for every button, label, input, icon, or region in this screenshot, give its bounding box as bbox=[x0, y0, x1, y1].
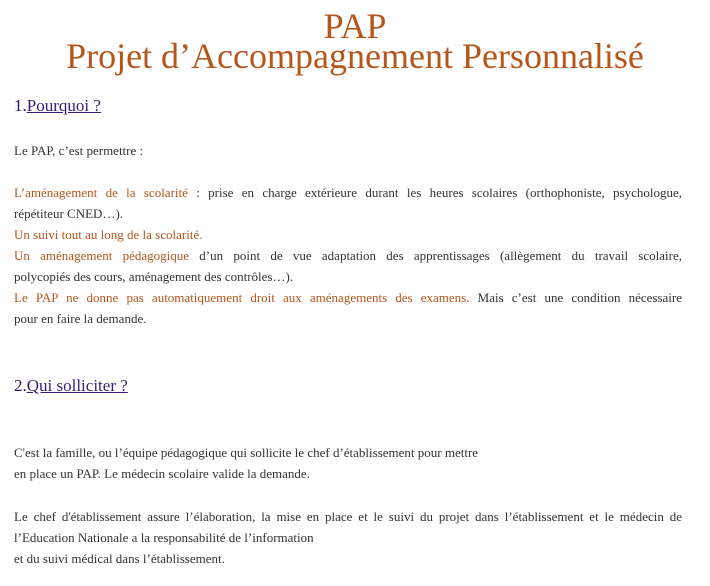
pourquoi-link[interactable]: Pourquoi ? bbox=[26, 96, 101, 115]
s2-p2-line3: et du suivi médical dans l’établissement. bbox=[14, 551, 225, 566]
item1-line2: répétiteur CNED…). bbox=[14, 206, 124, 221]
item4-line2: pour en faire la demande. bbox=[14, 311, 147, 326]
intro-text bbox=[14, 140, 682, 161]
page-title-short: PAP bbox=[323, 6, 387, 46]
item3-highlight: Un aménagement pédagogique bbox=[14, 248, 190, 263]
section-number: 1. bbox=[14, 96, 27, 115]
section-number: 2. bbox=[14, 376, 27, 395]
qui-solliciter-link[interactable]: Qui solliciter ? bbox=[26, 376, 128, 395]
intro-line: Le PAP, c’est permettre : bbox=[14, 143, 144, 158]
item4-text: . Mais c’est une condition nécessaire bbox=[466, 290, 683, 305]
section-heading-qui-solliciter bbox=[14, 376, 128, 396]
item1-text: : prise en charge extérieure durant les heures scolaires (orthophoniste, psychologue, bbox=[187, 185, 682, 200]
item3-line1 bbox=[14, 245, 682, 266]
item3-text: d’un point de vue adaptation des apprentissages (allègement du travail scolaire, bbox=[189, 248, 682, 263]
item2-highlight: Un suivi tout au long de la scolarité. bbox=[14, 227, 203, 242]
s2-p2-line1: Le chef d'établissement assure l’élaboration, la mise en place et le suivi du projet dans l’établissement et le médecin de bbox=[14, 509, 682, 524]
section2-paragraph2 bbox=[14, 506, 682, 569]
item3-line2: polycopiés des cours, aménagement des contrôles…). bbox=[14, 269, 294, 284]
section1-body bbox=[14, 182, 682, 329]
s2-p1-line2: en place un PAP. Le médecin scolaire valide la demande. bbox=[14, 466, 310, 481]
item1-line1 bbox=[14, 182, 682, 203]
s2-p2-line2: l’Education Nationale a la responsabilité de l’information bbox=[14, 530, 314, 545]
item4-line1 bbox=[14, 287, 682, 308]
item4-highlight: Le PAP ne donne pas automatiquement droit aux aménagements des examens bbox=[14, 290, 467, 305]
section-heading-pourquoi bbox=[14, 96, 101, 116]
s2-p1-line1: C'est la famille, ou l’équipe pédagogique qui sollicite le chef d’établissement pour mettre bbox=[14, 445, 479, 460]
section2-paragraph1 bbox=[14, 442, 682, 484]
item1-highlight: L’aménagement de la scolarité bbox=[14, 185, 188, 200]
page-title-long: Projet d’Accompagnement Personnalisé bbox=[66, 36, 644, 76]
